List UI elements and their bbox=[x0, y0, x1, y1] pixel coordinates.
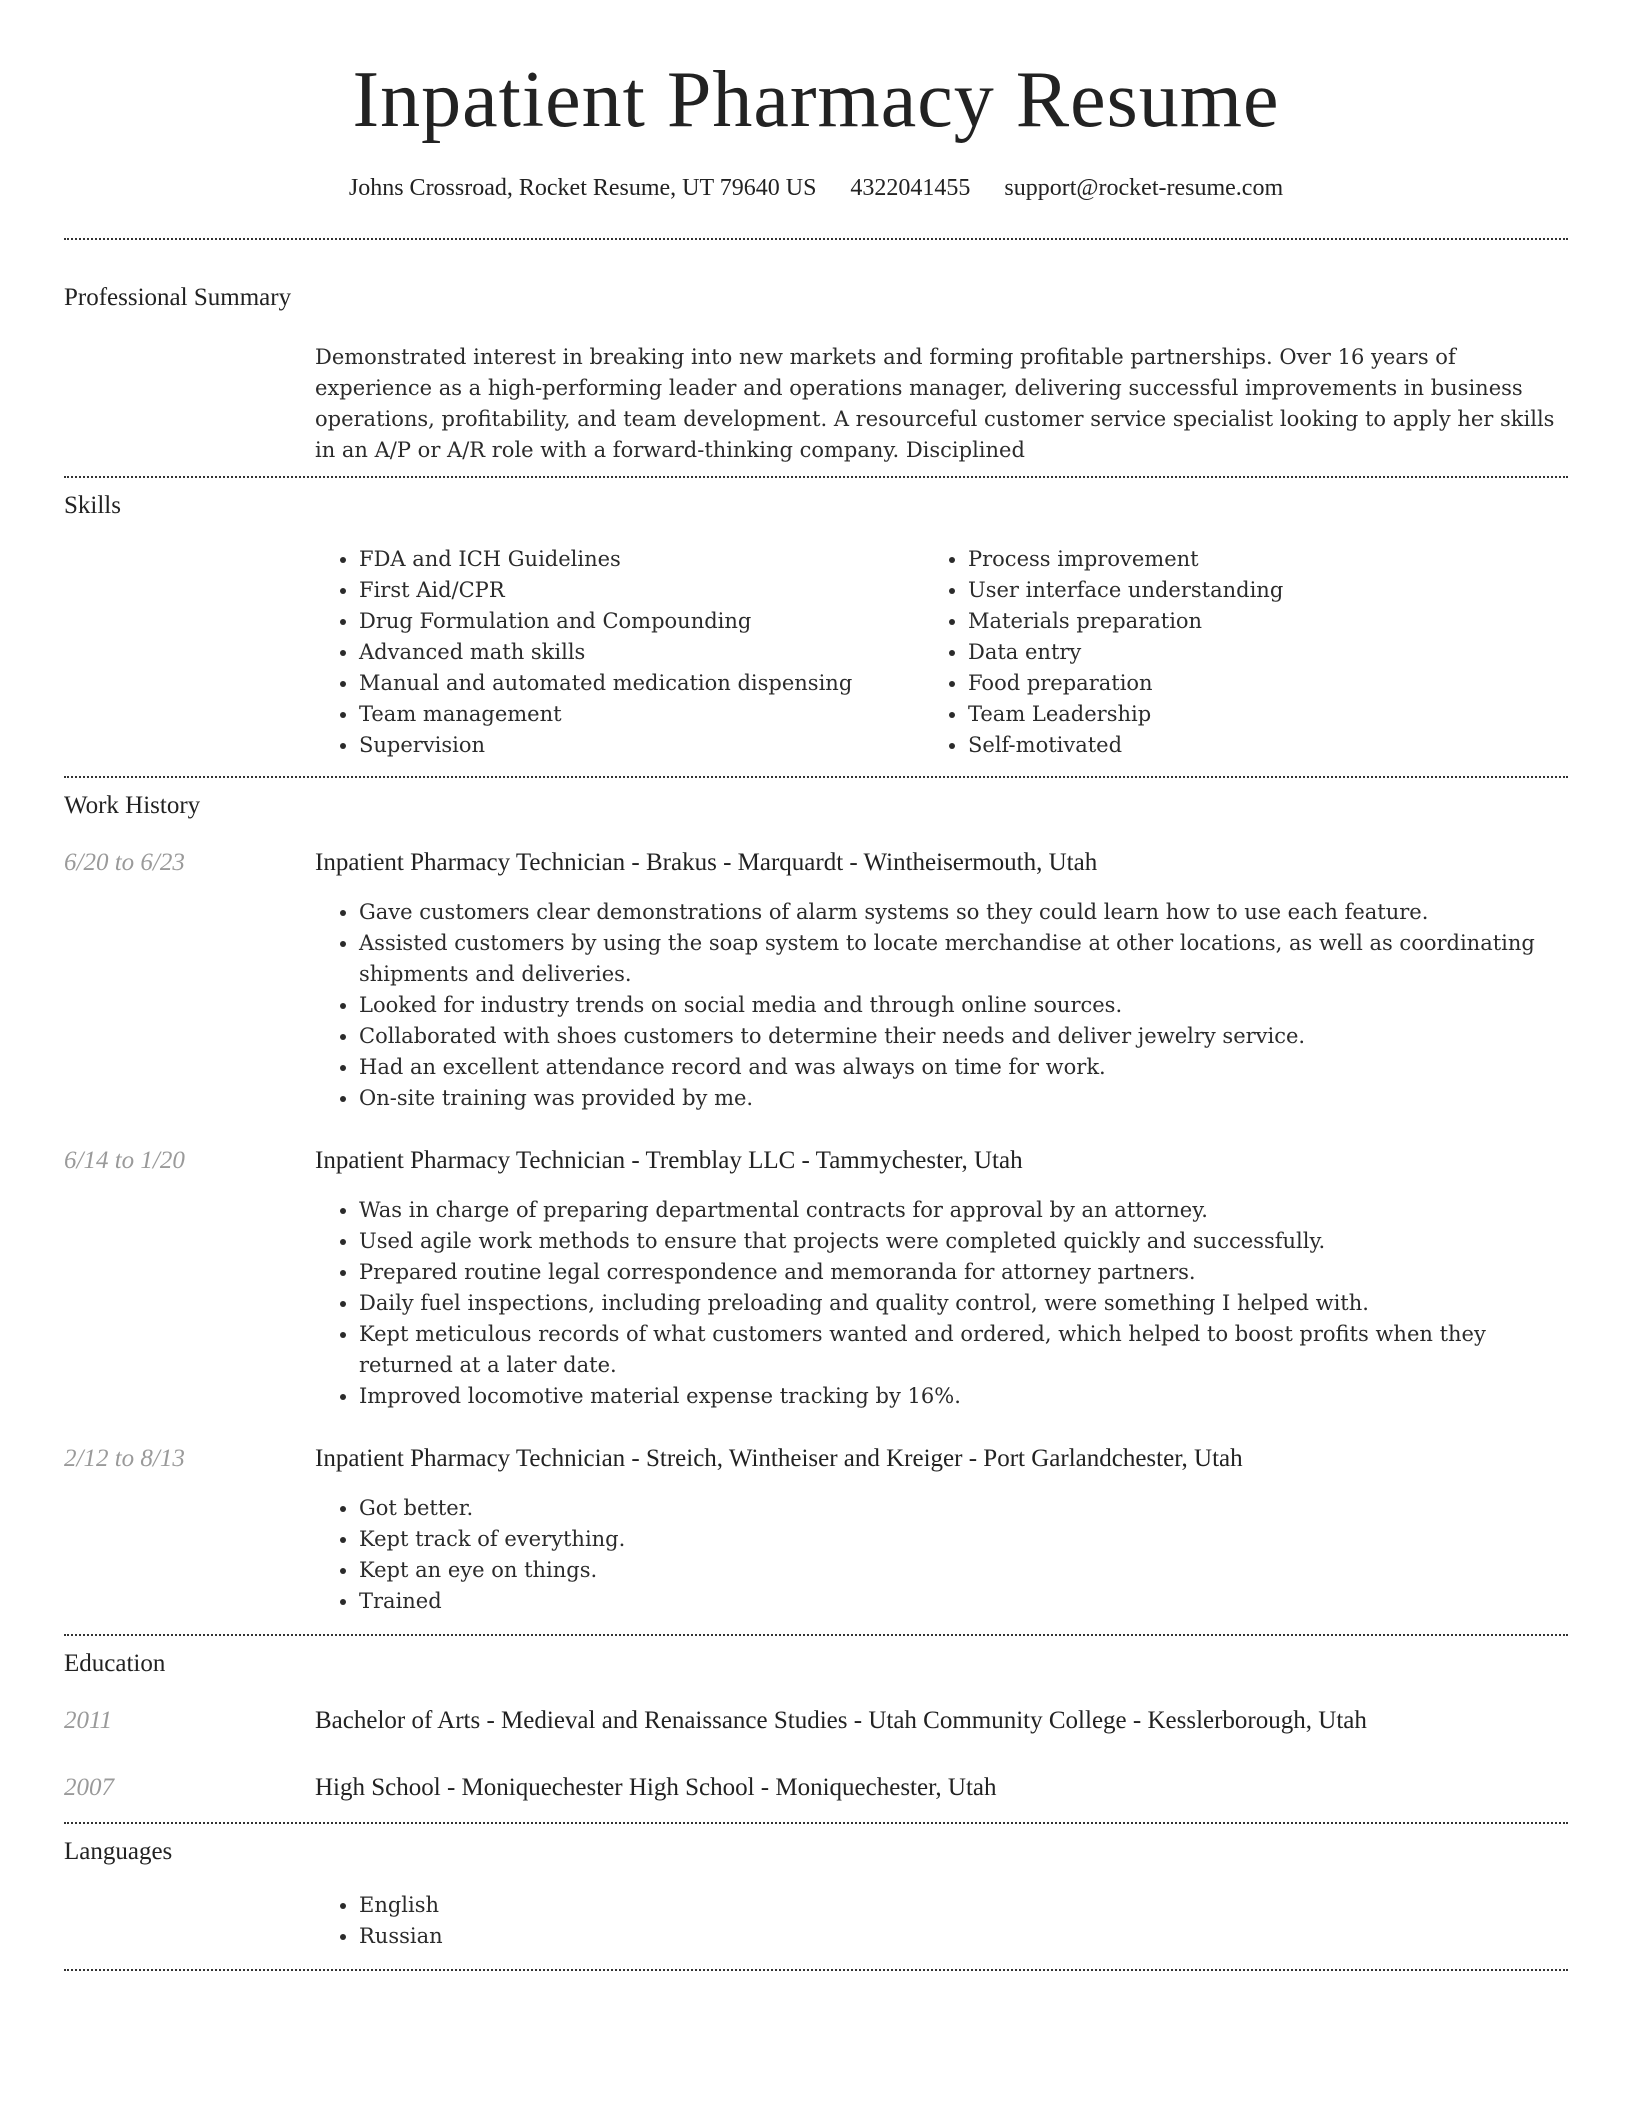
list-item: • User interface understanding bbox=[968, 575, 1528, 606]
education-title: High School - Moniquechester High School - Moniquechester, Utah bbox=[315, 1774, 997, 1801]
list-item: • Daily fuel inspections, including preloading and quality control, were something I helped with. bbox=[359, 1288, 1579, 1319]
education-year: 2011 bbox=[64, 1707, 113, 1734]
job-title: Inpatient Pharmacy Technician - Tremblay LLC - Tammychester, Utah bbox=[315, 1147, 1023, 1174]
divider bbox=[64, 1822, 1568, 1824]
list-item: • English bbox=[359, 1890, 919, 1921]
list-item: • Russian bbox=[359, 1921, 919, 1952]
list-item: • Collaborated with shoes customers to determine their needs and deliver jewelry service. bbox=[359, 1021, 1579, 1052]
list-item: • Got better. bbox=[359, 1493, 1579, 1524]
list-item: • Supervision bbox=[359, 730, 919, 761]
list-item: • Advanced math skills bbox=[359, 637, 919, 668]
divider bbox=[64, 238, 1568, 240]
divider bbox=[64, 1969, 1568, 1971]
list-item: • Improved locomotive material expense tracking by 16%. bbox=[359, 1381, 1579, 1412]
resume-title: Inpatient Pharmacy Resume bbox=[352, 56, 1280, 144]
section-heading-summary: Professional Summary bbox=[64, 284, 292, 311]
list-item: • Was in charge of preparing departmental contracts for approval by an attorney. bbox=[359, 1195, 1579, 1226]
list-item: • Trained bbox=[359, 1586, 1579, 1617]
list-item: • Manual and automated medication dispensing bbox=[359, 668, 919, 699]
section-heading-skills: Skills bbox=[64, 492, 121, 519]
list-item: • Team management bbox=[359, 699, 919, 730]
skills-list-left bbox=[315, 544, 919, 761]
section-heading-languages: Languages bbox=[64, 1838, 173, 1865]
section-heading-work: Work History bbox=[64, 792, 201, 819]
skills-list-right bbox=[924, 544, 1528, 761]
education-title: Bachelor of Arts - Medieval and Renaissance Studies - Utah Community College - Kesslerborough, Utah bbox=[315, 1707, 1367, 1734]
contact-phone: 4322041455 bbox=[850, 175, 971, 201]
list-item: • Self-motivated bbox=[968, 730, 1528, 761]
list-item: • Team Leadership bbox=[968, 699, 1528, 730]
contact-line bbox=[0, 172, 1632, 204]
contact-email: support@rocket-resume.com bbox=[1004, 175, 1284, 201]
list-item: • FDA and ICH Guidelines bbox=[359, 544, 919, 575]
list-item: • Drug Formulation and Compounding bbox=[359, 606, 919, 637]
list-item: • First Aid/CPR bbox=[359, 575, 919, 606]
list-item: • Had an excellent attendance record and was always on time for work. bbox=[359, 1052, 1579, 1083]
list-item: • Gave customers clear demonstrations of alarm systems so they could learn how to use each feature. bbox=[359, 897, 1579, 928]
list-item: • Kept track of everything. bbox=[359, 1524, 1579, 1555]
languages-list bbox=[315, 1890, 919, 1952]
list-item: • Kept an eye on things. bbox=[359, 1555, 1579, 1586]
list-item: • Assisted customers by using the soap system to locate merchandise at other locations, as well as coordinating shipments and deliveries. bbox=[359, 928, 1579, 990]
list-item: • Prepared routine legal correspondence and memoranda for attorney partners. bbox=[359, 1257, 1579, 1288]
job-title: Inpatient Pharmacy Technician - Brakus - Marquardt - Wintheisermouth, Utah bbox=[315, 849, 1098, 876]
list-item: • Looked for industry trends on social media and through online sources. bbox=[359, 990, 1579, 1021]
job-title: Inpatient Pharmacy Technician - Streich, Wintheiser and Kreiger - Port Garlandchester, Utah bbox=[315, 1445, 1243, 1472]
job-dates: 6/20 to 6/23 bbox=[64, 849, 185, 876]
list-item: • Data entry bbox=[968, 637, 1528, 668]
list-item: • On-site training was provided by me. bbox=[359, 1083, 1579, 1114]
job-bullets bbox=[315, 897, 1579, 1114]
list-item: • Food preparation bbox=[968, 668, 1528, 699]
job-bullets bbox=[315, 1493, 1579, 1617]
education-year: 2007 bbox=[64, 1774, 114, 1801]
contact-address: Johns Crossroad, Rocket Resume, UT 79640 US bbox=[348, 175, 817, 201]
summary-text: Demonstrated interest in breaking into new markets and forming profitable partnerships. Over 16 years of experience as a high-performing leader and operations manager, delivering successful improvements in business operations, profitability, and team development. A resourceful customer service specialist looking to apply her skills in an A/P or A/R role with a forward-thinking company. Disciplined bbox=[315, 345, 1555, 462]
divider bbox=[64, 776, 1568, 778]
job-dates: 6/14 to 1/20 bbox=[64, 1147, 185, 1174]
job-dates: 2/12 to 8/13 bbox=[64, 1445, 185, 1472]
list-item: • Materials preparation bbox=[968, 606, 1528, 637]
divider bbox=[64, 1634, 1568, 1636]
list-item: • Used agile work methods to ensure that projects were completed quickly and successfully. bbox=[359, 1226, 1579, 1257]
list-item: • Kept meticulous records of what customers wanted and ordered, which helped to boost profits when they returned at a later date. bbox=[359, 1319, 1579, 1381]
divider bbox=[64, 476, 1568, 478]
job-bullets bbox=[315, 1195, 1579, 1412]
section-heading-education: Education bbox=[64, 1650, 166, 1677]
list-item: • Process improvement bbox=[968, 544, 1528, 575]
